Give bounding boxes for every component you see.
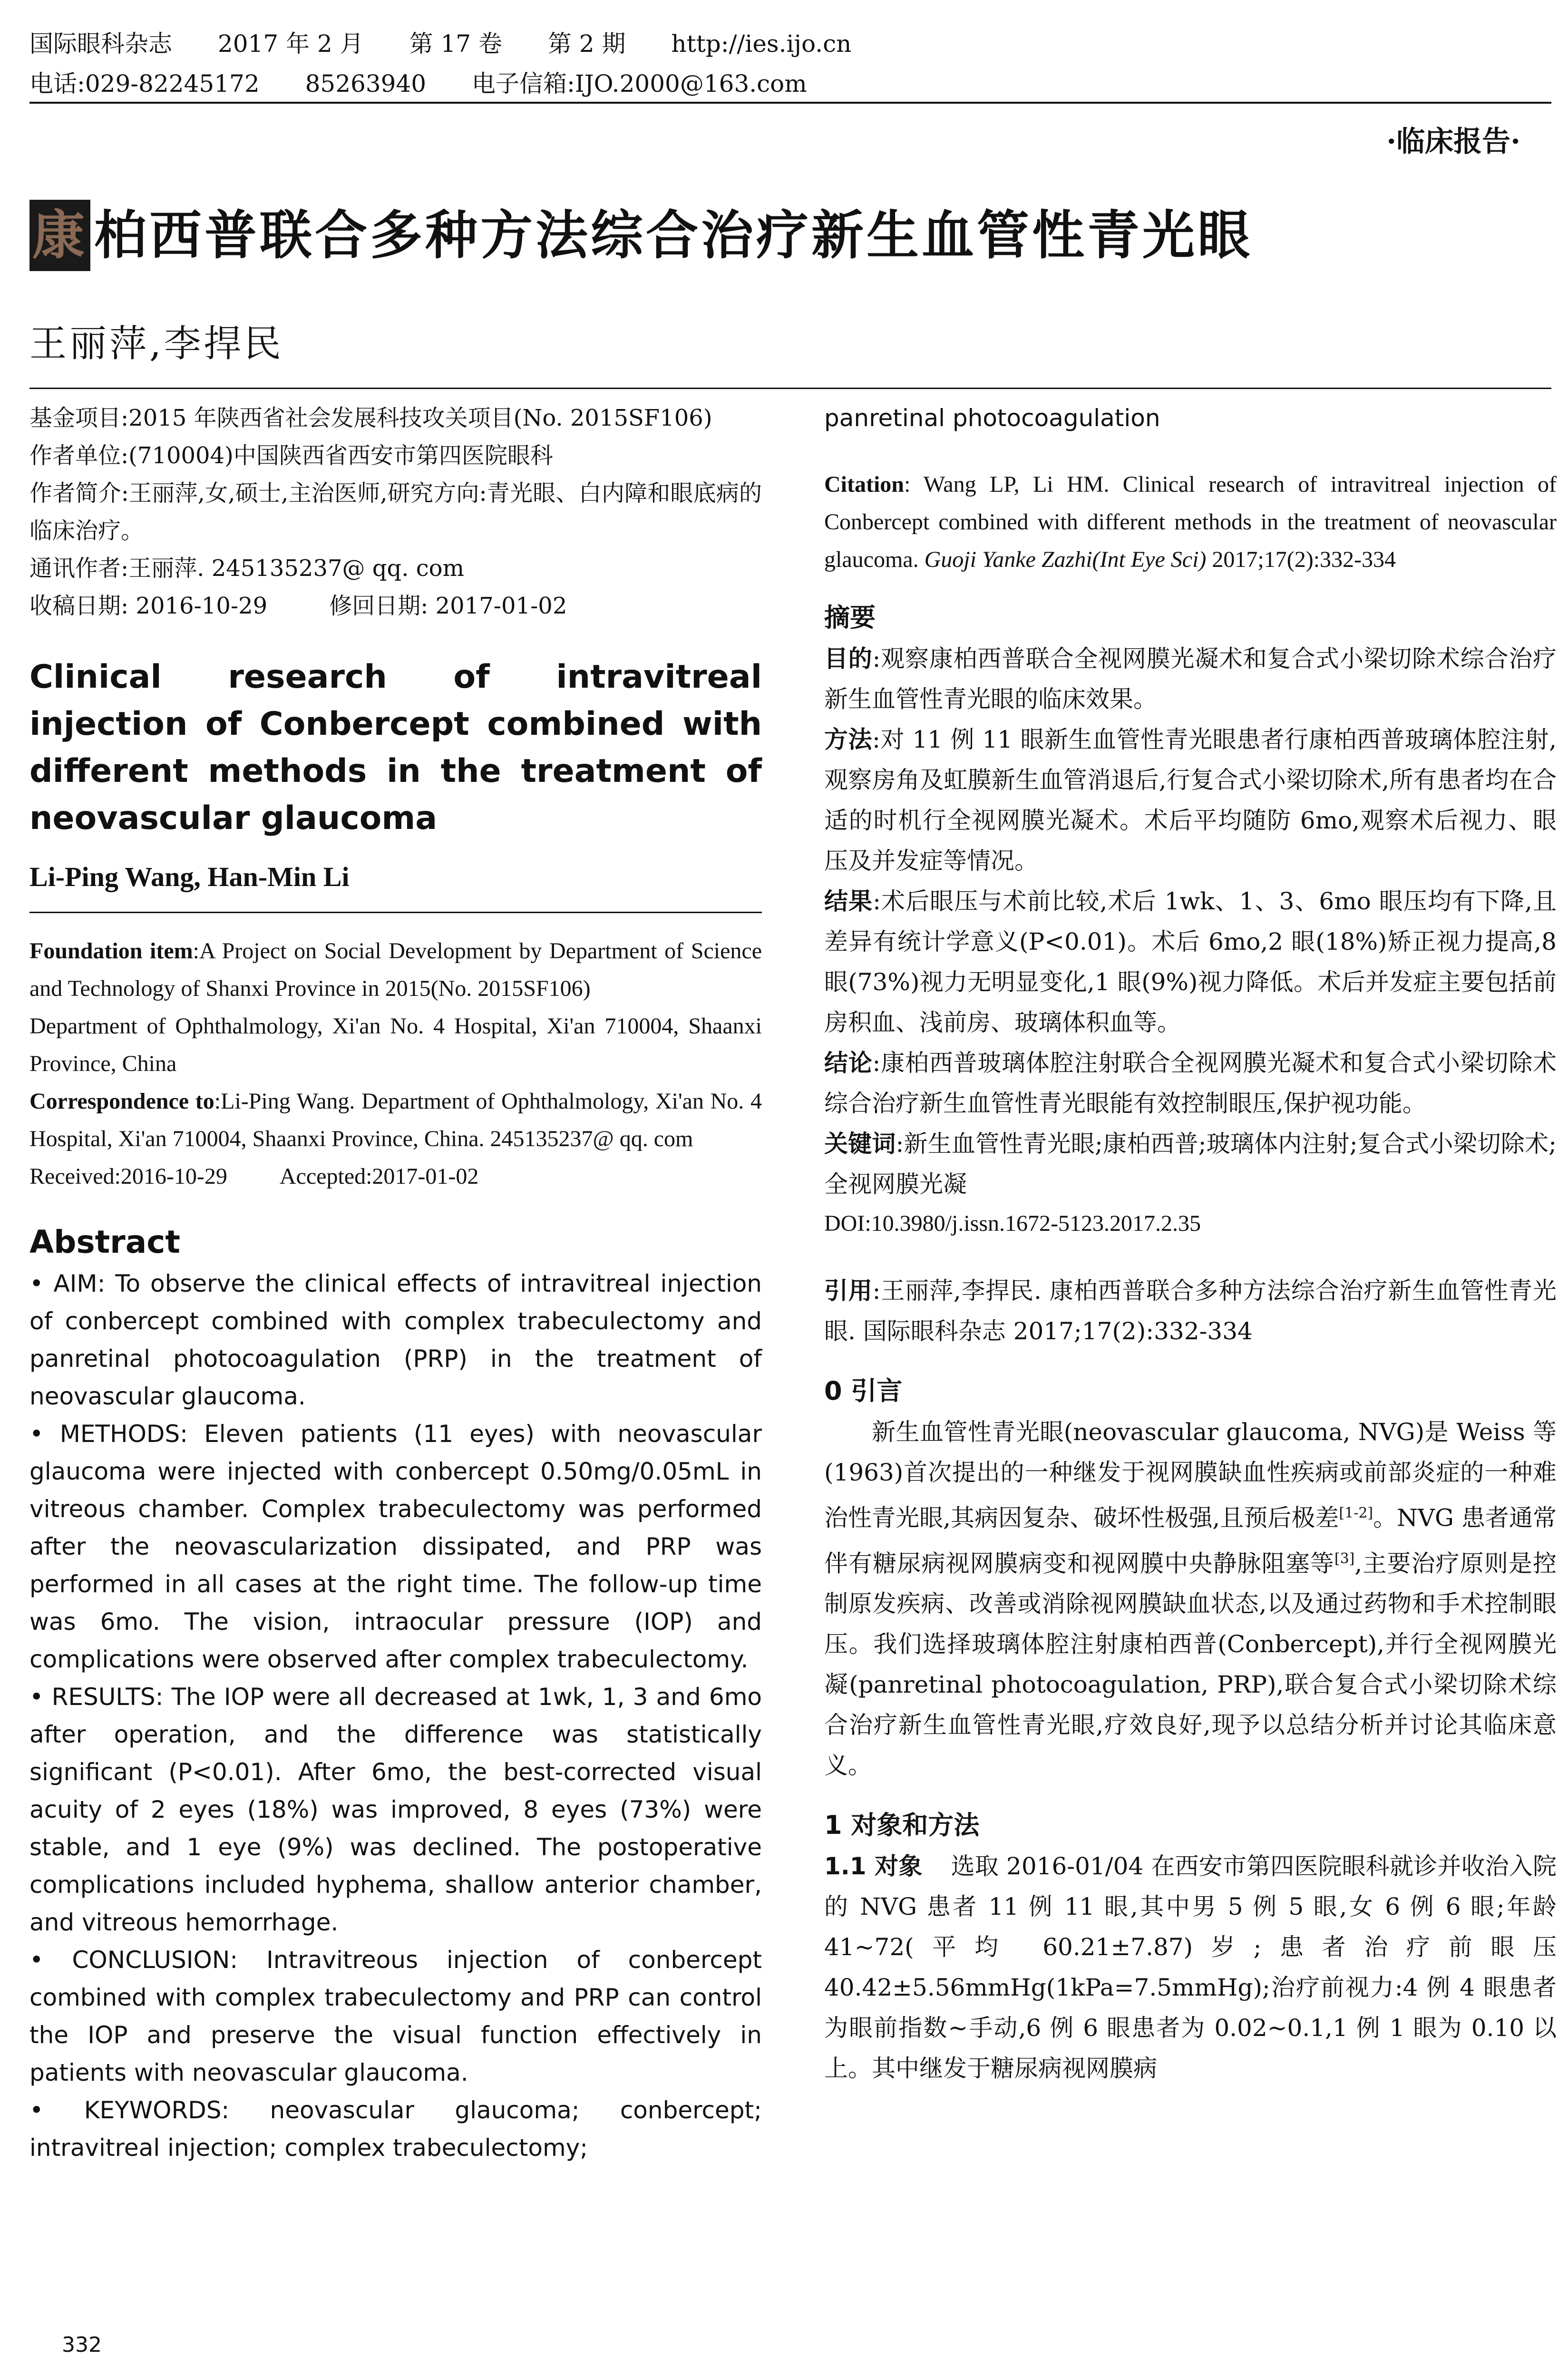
citation-cn-text: :王丽萍,李捍民. 康柏西普联合多种方法综合治疗新生血管性青光眼. 国际眼科杂志 2017;17(2):332-334 [824, 1277, 1557, 1345]
journal-url: http://ies.ijo.cn [671, 30, 852, 58]
author-unit: 作者单位:(710004)中国陕西省西安市第四医院眼科 [29, 442, 553, 469]
ref-3: [3] [1334, 1550, 1355, 1567]
correspondence-label: Correspondence to [29, 1089, 214, 1114]
methods-label: 方法 [824, 726, 873, 753]
issue-date: 2017 年 2 月 [217, 30, 364, 58]
phone: 电话:029-82245172 [29, 70, 260, 97]
intro-text-1: 新生血管性青光眼(neovascular glaucoma, NVG)是 Weiss 等(1963)首次提出的一种继发于视网膜缺血性疾病或前部炎症的一种难治性青光眼,其病因复杂、破坏性极强,且预后极差 [824, 1418, 1557, 1532]
correspondence [29, 1082, 762, 1158]
aim-label: 目的 [824, 645, 873, 672]
journal-header [29, 24, 1551, 104]
abstract-cn-results [824, 881, 1557, 1043]
citation-text: : Wang LP, Li HM. Clinical research of intravitreal injection of Conbercept combined with different methods in the treatment of neovascular glaucoma. [824, 472, 1557, 572]
foundation-item [29, 932, 762, 1007]
revised-cn: 修回日期: 2017-01-02 [329, 593, 567, 619]
methods-heading: 1 对象和方法 [824, 1810, 980, 1841]
title-first-char: 康 [29, 200, 90, 271]
foundation-label: Foundation item [29, 938, 193, 964]
citation [824, 466, 1557, 578]
aim-text: :观察康柏西普联合全视网膜光凝术和复合式小梁切除术综合治疗新生血管性青光眼的临床效果。 [824, 645, 1557, 713]
keywords-text: :新生血管性青光眼;康柏西普;玻璃体内注射;复合式小梁切除术;全视网膜光凝 [824, 1130, 1557, 1198]
header-rule [29, 102, 1551, 104]
accepted-en: Accepted:2017-01-02 [279, 1164, 479, 1189]
results-label: 结果 [824, 887, 873, 915]
abstract-cn-keywords [824, 1124, 1557, 1205]
citation-label: Citation [824, 472, 904, 497]
english-title: Clinical research of intravitreal injection of Conbercept combined with different methods in the treatment of neovascular glaucoma [29, 658, 762, 837]
subjects-label: 1.1 对象 [824, 1852, 923, 1880]
abstract-heading: Abstract [29, 1224, 180, 1260]
ref-1-2: [1-2] [1339, 1505, 1373, 1521]
intro-paragraph [824, 1412, 1557, 1786]
doi: DOI:10.3980/j.issn.1672-5123.2017.2.35 [824, 1211, 1201, 1236]
abstract-methods: • METHODS: Eleven patients (11 eyes) with neovascular glaucoma were injected with conbercept 0.50mg/0.05mL in vitreous chamber. Complex trabeculectomy was performed after the neovascularization dissipated, and PRP was performed in all cases at the right time. The follow-up time was 6mo. The vision, intraocular pressure (IOP) and complications were observed after complex trabeculectomy. [29, 1420, 762, 1673]
intro-text-2: 。NVG 患者通常伴有糖尿病视网膜病变和视网膜中央静脉阻塞等 [824, 1504, 1557, 1578]
citation-year: 2017;17(2):332-334 [1212, 547, 1396, 572]
intro-text-3: ,主要治疗原则是控制原发疾病、改善或消除视网膜缺血状态,以及通过药物和手术控制眼压。我们选择玻璃体腔注射康柏西普(Conbercept),并行全视网膜光凝(panretinal photocoagulation, PRP),联合复合式小梁切除术综合治疗新生血管性青光眼,疗效良好,现予以总结分析并讨论其临床意义。 [824, 1549, 1557, 1780]
conclusion-text: :康柏西普玻璃体腔注射联合全视网膜光凝术和复合式小梁切除术综合治疗新生血管性青光眼能有效控制眼压,保护视功能。 [824, 1049, 1557, 1117]
methods-text: :对 11 例 11 眼新生血管性青光眼患者行康柏西普玻璃体腔注射,观察房角及虹膜新生血管消退后,行复合式小梁切除术,所有患者均在合适的时机行全视网膜光凝术。术后平均随防 6mo,观察术后视力、眼压及并发症等情况。 [824, 726, 1557, 875]
dates-en [29, 1158, 762, 1195]
keywords-label: 关键词 [824, 1130, 896, 1158]
keywords-continued: panretinal photocoagulation [824, 404, 1160, 432]
page-number: 332 [62, 2333, 102, 2357]
abstract-results: • RESULTS: The IOP were all decreased at 1wk, 1, 3 and 6mo after operation, and the difference was statistically significant (P<0.01). After 6mo, the best-corrected visual acuity of 2 eyes (18%) was improved, 8 eyes (73%) were stable, and 1 eye (9%) was declined. The postoperative complications included hyphema, shallow anterior chamber, and vitreous hemorrhage. [29, 1683, 762, 1936]
results-text: :术后眼压与术前比较,术后 1wk、1、3、6mo 眼压均有下降,且差异有统计学意义(P<0.01)。术后 6mo,2 眼(18%)矫正视力提高,8 眼(73%)视力无明显变化,1 眼(9%)视力降低。术后并发症主要包括前房积血、浅前房、玻璃体积血等。 [824, 887, 1557, 1036]
department: Department of Ophthalmology, Xi'an No. 4 Hospital, Xi'an 710004, Shaanxi Province, China [29, 1013, 762, 1076]
left-column [29, 399, 762, 2167]
author-bio: 作者简介:王丽萍,女,硕士,主治医师,研究方向:青光眼、白内障和眼底病的临床治疗。 [29, 480, 762, 544]
title-text: 柏西普联合多种方法综合治疗新生血管性青光眼 [94, 205, 1253, 266]
abstract-aim: • AIM: To observe the clinical effects of intravitreal injection of conbercept combined with complex trabeculectomy and panretinal photocoagulation (PRP) in the treatment of neovascular glaucoma. [29, 1270, 762, 1410]
citation-cn-label: 引用 [824, 1277, 873, 1305]
received-en: Received:2016-10-29 [29, 1164, 227, 1189]
abstract-cn-heading: 摘要 [824, 603, 876, 633]
citation-cn [824, 1271, 1557, 1352]
authors-cn: 王丽萍,李捍民 [29, 322, 284, 365]
header-row-2 [29, 64, 1551, 104]
abstract-cn-methods [824, 720, 1557, 881]
intro-heading: 0 引言 [824, 1376, 903, 1406]
english-rule [29, 912, 762, 913]
abstract-conclusion: • CONCLUSION: Intravitreous injection of conbercept combined with complex trabeculectomy and PRP can control the IOP and preserve the visual function effectively in patients with neovascular glaucoma. [29, 1946, 762, 2086]
header-row-1 [29, 24, 1551, 64]
article-title [29, 200, 1551, 271]
conclusion-label: 结论 [824, 1049, 873, 1077]
abstract-cn-aim [824, 639, 1557, 720]
journal-name: 国际眼科杂志 [29, 30, 172, 58]
volume: 第 17 卷 [409, 30, 502, 58]
foundation-text: :A Project on Social Development by Department of Science and Technology of Shanxi Province in 2015(No. 2015SF106) [29, 938, 762, 1001]
english-authors: Li-Ping Wang, Han-Min Li [29, 861, 350, 892]
issue: 第 2 期 [547, 30, 626, 58]
email: 电子信箱:IJO.2000@163.com [471, 70, 807, 97]
section-tag: ·临床报告· [1386, 125, 1520, 158]
subjects-text: 选取 2016-01/04 在西安市第四医院眼科就诊并收治入院的 NVG 患者 11 例 11 眼,其中男 5 例 5 眼,女 6 例 6 眼;年龄 41~72(平均 60.21±7.87)岁;患者治疗前眼压 40.42±5.56mmHg(1kPa=7.5mmHg);治疗前视力:4 例 4 眼患者为眼前指数~手动,6 例 6 眼患者为 0.02~0.1,1 例 1 眼为 0.10 以上。其中继发于糖尿病视网膜病 [824, 1852, 1557, 2083]
received-cn: 收稿日期: 2016-10-29 [29, 593, 268, 619]
right-column [824, 399, 1557, 2089]
abstract-keywords: • KEYWORDS: neovascular glaucoma; conbercept; intravitreal injection; complex trabeculectomy; [29, 2096, 762, 2162]
dates-cn [29, 587, 762, 625]
title-rule [29, 388, 1551, 389]
correspondence-text: :Li-Ping Wang. Department of Ophthalmology, Xi'an No. 4 Hospital, Xi'an 710004, Shaanxi Province, China. 245135237@ qq. com [29, 1089, 762, 1151]
subjects-paragraph [824, 1846, 1557, 2089]
fund: 基金项目:2015 年陕西省社会发展科技攻关项目(No. 2015SF106) [29, 405, 712, 431]
citation-journal: Guoji Yanke Zazhi(Int Eye Sci) [924, 547, 1207, 572]
phone-2: 85263940 [305, 70, 427, 97]
abstract-cn-conclusion [824, 1043, 1557, 1124]
corresponding-author: 通讯作者:王丽萍. 245135237@ qq. com [29, 555, 465, 582]
